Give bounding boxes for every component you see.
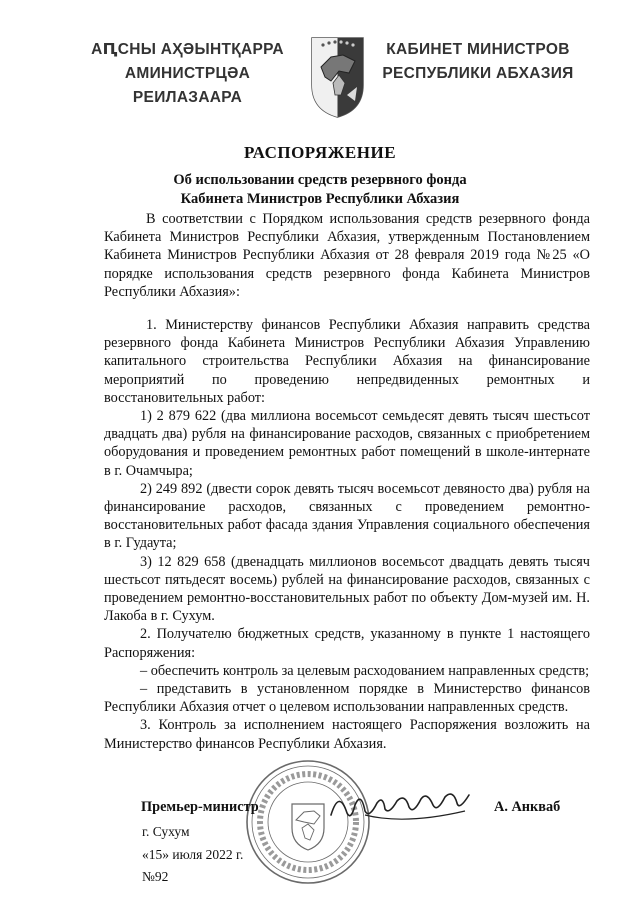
item-2-a-paragraph: – обеспечить контроль за целевым расходованием направленных средств; bbox=[140, 662, 590, 679]
document-title: РАСПОРЯЖЕНИЕ bbox=[243, 143, 397, 162]
header-left-line1: АԤСНЫ АҲӘЫНТҚАРРА bbox=[91, 41, 284, 58]
abkhazia-coat-of-arms-icon bbox=[309, 35, 366, 120]
header-left bbox=[80, 38, 295, 110]
item-3-paragraph: 3. Контроль за исполнением настоящего Распоряжения возложить на Министерство финансов Республики Абхазия. bbox=[104, 717, 590, 752]
item-1-1-paragraph: 1) 2 879 622 (два миллиона восемьсот семьдесят девять тысяч шестьсот двадцать два) рубля на финансирование расходов, связанных с приобретением оборудования и проведением ремонтных работ помещений в школе-интернате в г. Очамчыра; bbox=[104, 408, 590, 479]
document-date: «15» июля 2022 г. bbox=[142, 847, 244, 862]
document-subtitle bbox=[0, 171, 640, 209]
item-1-2-paragraph: 2) 249 892 (двести сорок девять тысяч восемьсот девяносто два) рубля на финансирование расходов, связанных с проведением ремонтно-восстановительных работ фасада здания Управления социального обеспечения в г. Гудаута; bbox=[104, 480, 590, 552]
signatory-position: Премьер-министр bbox=[141, 799, 259, 815]
preamble-paragraph: В соответствии с Порядком использования средств резервного фонда Кабинета Министров Республики Абхазия, утвержденным Постановлением Кабинета Министров Республики Абхазия от 28 февраля 2019 года №25 «О порядке использования средств резервного фонда Кабинета Министров Республики Абхазия»: bbox=[104, 211, 590, 300]
item-2-paragraph: 2. Получателю бюджетных средств, указанному в пункте 1 настоящего Распоряжения: bbox=[104, 626, 590, 661]
document-city: г. Сухум bbox=[142, 824, 190, 839]
signatory-name: А. Анкваб bbox=[494, 799, 561, 815]
document-number: №92 bbox=[142, 869, 169, 884]
header-left-line2: АМИНИСТРЦӘА РЕИЛАЗААРА bbox=[124, 65, 251, 106]
header-right-line2: РЕСПУБЛИКИ АБХАЗИЯ bbox=[382, 65, 574, 82]
header-right-line1: КАБИНЕТ МИНИСТРОВ bbox=[386, 41, 570, 58]
header-right bbox=[378, 38, 578, 86]
handwritten-signature-icon bbox=[325, 785, 475, 825]
item-1-paragraph: 1. Министерству финансов Республики Абхазия направить средства резервного фонда Кабинета Министров Республики Абхазия Управлению капитального строительства Республики Абхазия на финансирование мероприятий по проведению непредвиденных ремонтных и восстановительных работ: bbox=[104, 317, 590, 406]
subtitle-line1: Об использовании средств резервного фонда bbox=[173, 172, 467, 188]
item-1-3-paragraph: 3) 12 829 658 (двенадцать миллионов восемьсот двадцать девять тысяч шестьсот пятьдесят восемь) рублей на финансирование расходов, связанных с проведением ремонтно-восстановительных работ по объекту Дом-музей им. Н. Лакоба в г. Сухум. bbox=[104, 553, 590, 625]
document-body bbox=[104, 210, 590, 753]
item-2-b-paragraph: – представить в установленном порядке в Министерство финансов Республики Абхазия отчет о целевом использовании направленных средств. bbox=[104, 681, 590, 716]
subtitle-line2: Кабинета Министров Республики Абхазия bbox=[180, 191, 460, 207]
